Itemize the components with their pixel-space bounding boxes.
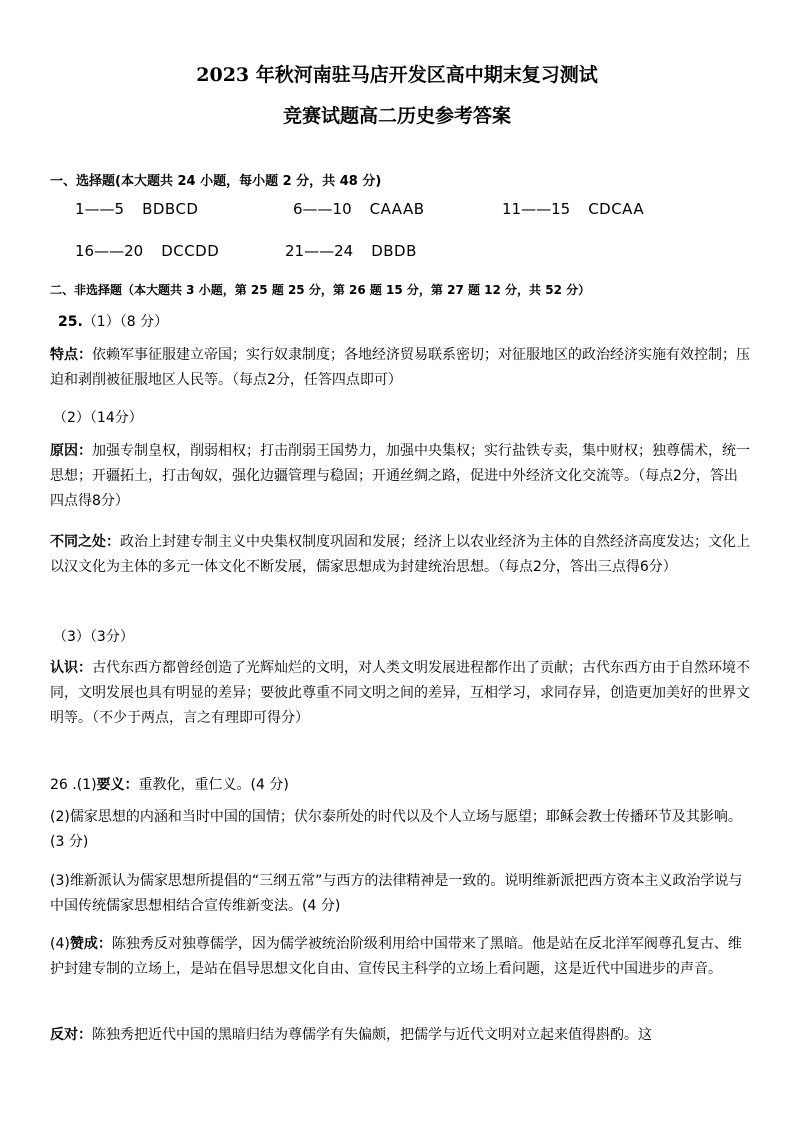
answer-range: 16——20 xyxy=(75,242,144,260)
q25-part2-text2: 政治上封建专制主义中央集权制度巩固和发展；经济上以农业经济为主体的自然经济高度发达；文化上以汉文化为主体的多元一体文化不断发展，儒家思想成为封建统治思想。（每点2分，答出三点得6分） xyxy=(50,534,750,576)
q26-part1-term: 要义： xyxy=(96,777,139,793)
answer-group xyxy=(502,200,644,218)
answer-key: CAAAB xyxy=(369,200,425,218)
answer-range: 11——15 xyxy=(502,200,571,218)
q25-part2-label: （2）（14分） xyxy=(53,410,143,426)
q25-part1-marks: （1）（8 分） xyxy=(82,314,169,330)
answer-key: BDBCD xyxy=(142,200,199,218)
q26-part4-oppose xyxy=(50,1023,750,1048)
q26-number: 26 .(1) xyxy=(50,777,97,793)
q25-part1-text: 依赖军事征服建立帝国；实行奴隶制度；各地经济贸易联系密切；对征服地区的政治经济实施有效控制；压迫和剥削被征服地区人民等。（每点2分，任答四点即可） xyxy=(50,347,750,389)
q26-part1 xyxy=(50,773,750,798)
section-heading-nonchoice: 二、非选择题（本大题共 3 小题，第 25 题 25 分，第 26 题 15 分，第 27 题 12 分，共 52 分） xyxy=(50,283,591,297)
section-heading-choice: 一、选择题(本大题共 24 小题，每小题 2 分，共 48 分) xyxy=(50,174,382,189)
q25-part2-term2: 不同之处： xyxy=(50,534,120,550)
q25-part2-answer-differences xyxy=(50,530,750,580)
q25-part2-text: 加强专制皇权，削弱相权；打击削弱王国势力，加强中央集权；实行盐铁专卖，集中财权；独尊儒术，统一思想；开疆拓土，打击匈奴，强化边疆管理与稳固；开通丝绸之路，促进中外经济文化交流等。（每点2分，答出四点得8分） xyxy=(50,443,750,510)
answer-range: 6——10 xyxy=(293,200,352,218)
q25-part2-term: 原因： xyxy=(50,443,92,459)
q25-part3-text: 古代东西方都曾经创造了光辉灿烂的文明，对人类文明发展进程都作出了贡献；古代东西方由于自然环境不同，文明发展也具有明显的差异；要彼此尊重不同文明之间的差异，互相学习，求同存异，创造更加美好的世界文明等。（不少于两点，言之有理即可得分） xyxy=(50,660,750,727)
answer-key: DCCDD xyxy=(161,242,220,260)
q25-number: 25. xyxy=(58,314,83,330)
doc-title-line2: 竞赛试题高二历史参考答案 xyxy=(282,105,511,127)
answer-key: CDCAA xyxy=(588,200,645,218)
answer-group xyxy=(293,200,425,218)
answer-range: 1——5 xyxy=(75,200,125,218)
answer-group xyxy=(75,200,199,218)
q25-part3-term: 认识： xyxy=(50,660,92,676)
q25-part1-answer xyxy=(50,343,750,393)
answer-group xyxy=(75,242,219,260)
q26-part4-term2: 反对： xyxy=(50,1027,92,1043)
q26-part4-prefix: (4) xyxy=(50,936,70,952)
q26-part4-text: 陈独秀反对独尊儒学，因为儒学被统治阶级利用给中国带来了黑暗。他是站在反北洋军阀尊孔复古、维护封建专制的立场上，是站在倡导思想文化自由、宣传民主科学的立场上看问题，这是近代中国进步的声音。 xyxy=(50,936,742,978)
q26-part4-term: 赞成： xyxy=(69,936,112,952)
answer-group xyxy=(285,242,417,260)
q25-part1-label xyxy=(58,311,168,331)
q26-part4 xyxy=(50,932,750,982)
q25-part3-answer xyxy=(50,656,750,732)
q26-part2: (2)儒家思想的内涵和当时中国的国情；伏尔泰所处的时代以及个人立场与愿望；耶稣会教士传播环节及其影响。(3 分) xyxy=(50,809,742,851)
q26-part3: (3)维新派认为儒家思想所提倡的“三纲五常”与西方的法律精神是一致的。说明维新派把西方资本主义政治学说与中国传统儒家思想相结合宣传维新变法。(4 分) xyxy=(50,873,743,915)
q26-part1-text: 重教化，重仁义。(4 分) xyxy=(138,777,289,793)
q25-part3-label: （3）（3分） xyxy=(53,629,134,645)
q25-part1-term: 特点： xyxy=(50,347,92,363)
answer-key: DBDB xyxy=(371,242,417,260)
q25-part2-answer-reasons xyxy=(50,439,750,515)
doc-title-line1: 2023 年秋河南驻马店开发区高中期末复习测试 xyxy=(196,64,598,86)
q26-part4-text2: 陈独秀把近代中国的黑暗归结为尊儒学有失偏颇，把儒学与近代文明对立起来值得斟酌。这 xyxy=(92,1027,652,1043)
answer-range: 21——24 xyxy=(285,242,354,260)
